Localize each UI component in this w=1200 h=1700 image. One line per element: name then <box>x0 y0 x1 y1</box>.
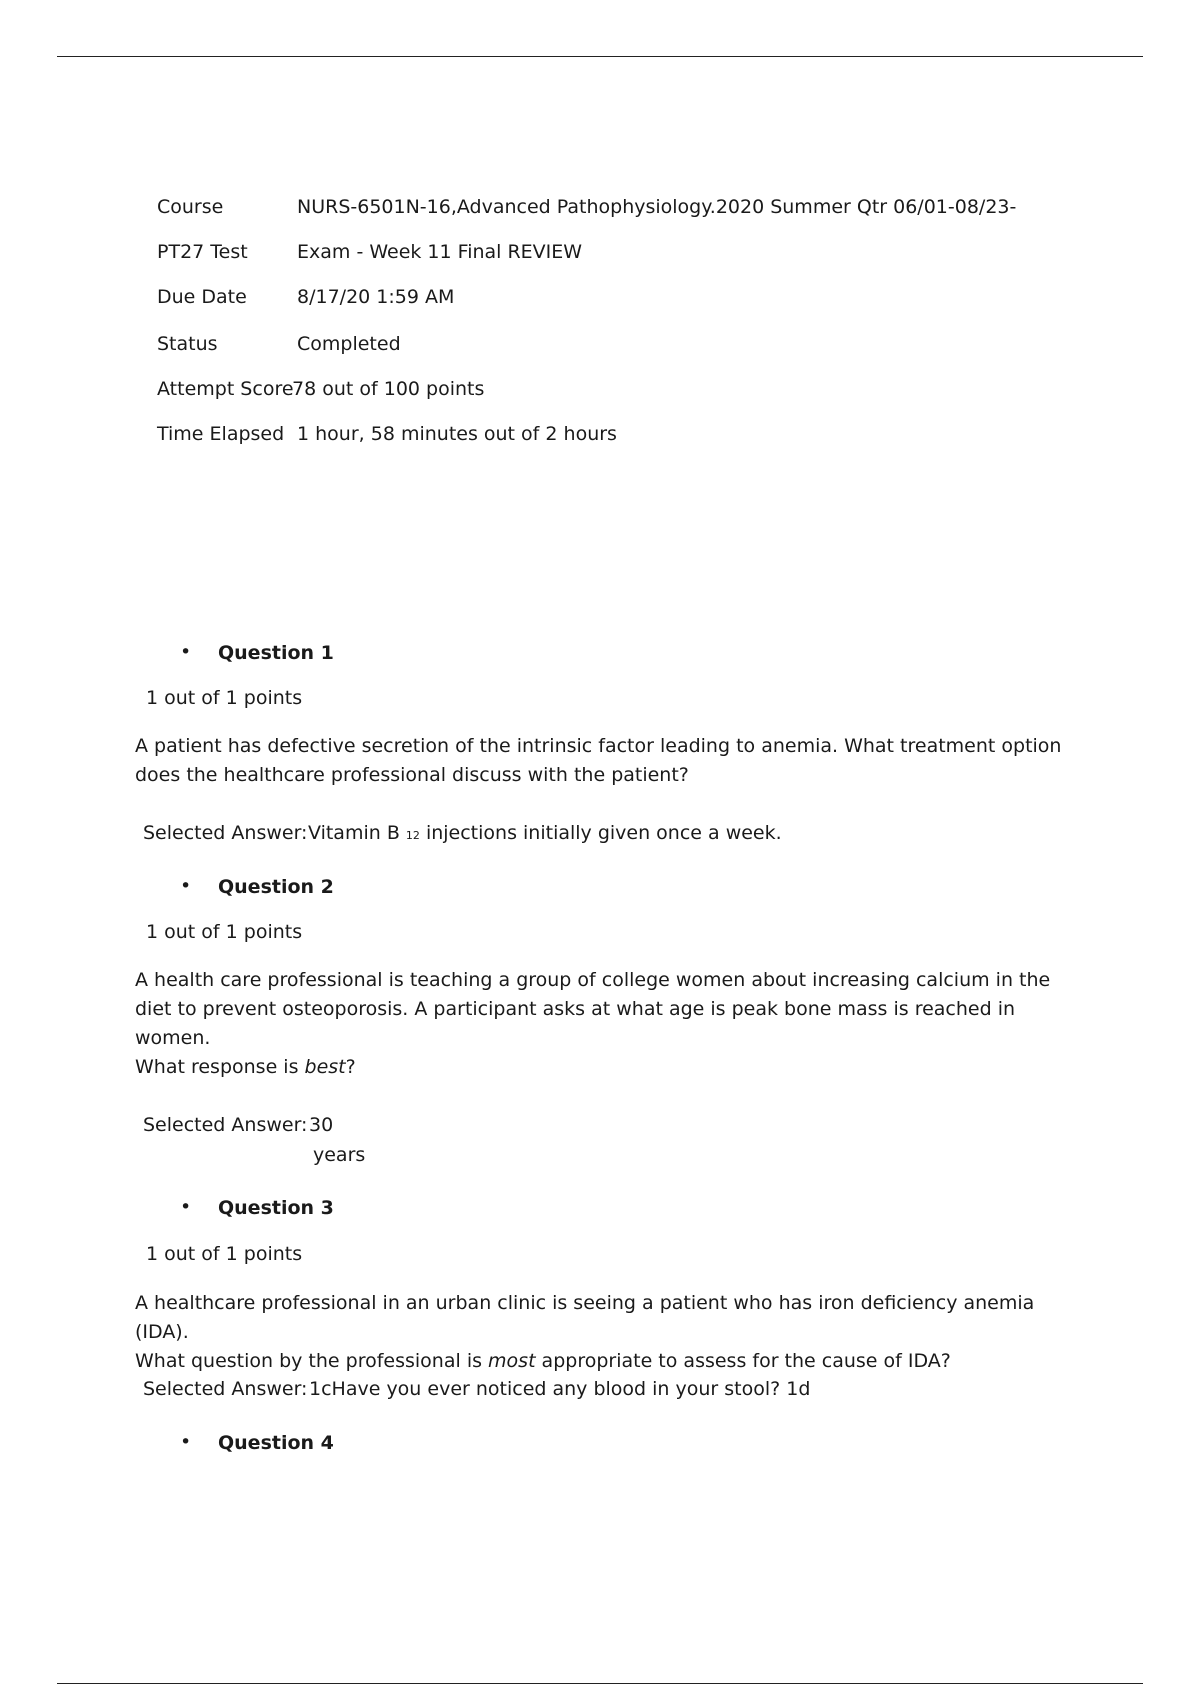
prompt-line <box>135 1053 1065 1082</box>
bullet: • <box>180 641 192 663</box>
meta-value: 8/17/20 1:59 AM <box>297 286 455 308</box>
answer-label: Selected Answer: <box>143 1378 308 1400</box>
question-title: Question 1 <box>218 642 334 664</box>
bullet: • <box>180 1431 192 1453</box>
meta-value: Completed <box>297 333 401 355</box>
question-title: Question 4 <box>218 1432 334 1454</box>
bullet: • <box>180 875 192 897</box>
question-prompt: A patient has defective secretion of the intrinsic factor leading to anemia. What treatment option does the healthcare professional discuss with the patient? <box>135 735 1062 786</box>
question-points: 1 out of 1 points <box>146 1243 303 1265</box>
prompt-line: A health care professional is teaching a group of college women about increasing calcium in the diet to prevent osteoporosis. A participant asks at what age is peak bone mass is reached in women. <box>135 969 1051 1049</box>
meta-label: PT27 Test <box>157 241 248 263</box>
prompt-emphasis: most <box>488 1350 536 1372</box>
meta-label: Attempt Score <box>157 378 294 400</box>
answer-text: injections initially given once a week. <box>419 822 782 844</box>
top-rule <box>57 56 1143 57</box>
meta-label: Status <box>157 333 218 355</box>
meta-label: Course <box>157 196 224 218</box>
prompt-emphasis: best <box>304 1056 346 1078</box>
prompt-text: What question by the professional is <box>135 1350 489 1372</box>
meta-value: 1 hour, 58 minutes out of 2 hours <box>297 423 617 445</box>
answer-subscript: 12 <box>405 829 420 842</box>
answer-value: 30 <box>309 1114 334 1136</box>
question-prompt <box>135 966 1065 1082</box>
meta-value: NURS-6501N-16,Advanced Pathophysiology.2020 Summer Qtr 06/01-08/23- <box>297 196 1017 218</box>
question-points: 1 out of 1 points <box>146 687 303 709</box>
meta-label: Time Elapsed <box>157 423 285 445</box>
question-prompt <box>135 1289 1065 1376</box>
prompt-line: A healthcare professional in an urban clinic is seeing a patient who has iron deficiency anemia (IDA). <box>135 1292 1035 1343</box>
question-title: Question 3 <box>218 1197 334 1219</box>
bottom-rule <box>57 1683 1143 1684</box>
bullet: • <box>180 1196 192 1218</box>
question-points: 1 out of 1 points <box>146 921 303 943</box>
prompt-text: What response is <box>135 1056 305 1078</box>
prompt-text: ? <box>345 1056 356 1078</box>
prompt-line <box>135 1347 1065 1376</box>
meta-value: Exam - Week 11 Final REVIEW <box>297 241 583 263</box>
meta-label: Due Date <box>157 286 247 308</box>
answer-label: Selected Answer: <box>143 822 308 844</box>
prompt-text: appropriate to assess for the cause of IDA? <box>535 1350 951 1372</box>
meta-value: 78 out of 100 points <box>292 378 485 400</box>
answer-value <box>308 822 782 844</box>
answer-label: Selected Answer: <box>143 1114 308 1136</box>
answer-text: Vitamin B <box>308 822 406 844</box>
answer-value-continued: years <box>313 1144 366 1166</box>
question-title: Question 2 <box>218 876 334 898</box>
answer-value: 1cHave you ever noticed any blood in your stool? 1d <box>309 1378 811 1400</box>
